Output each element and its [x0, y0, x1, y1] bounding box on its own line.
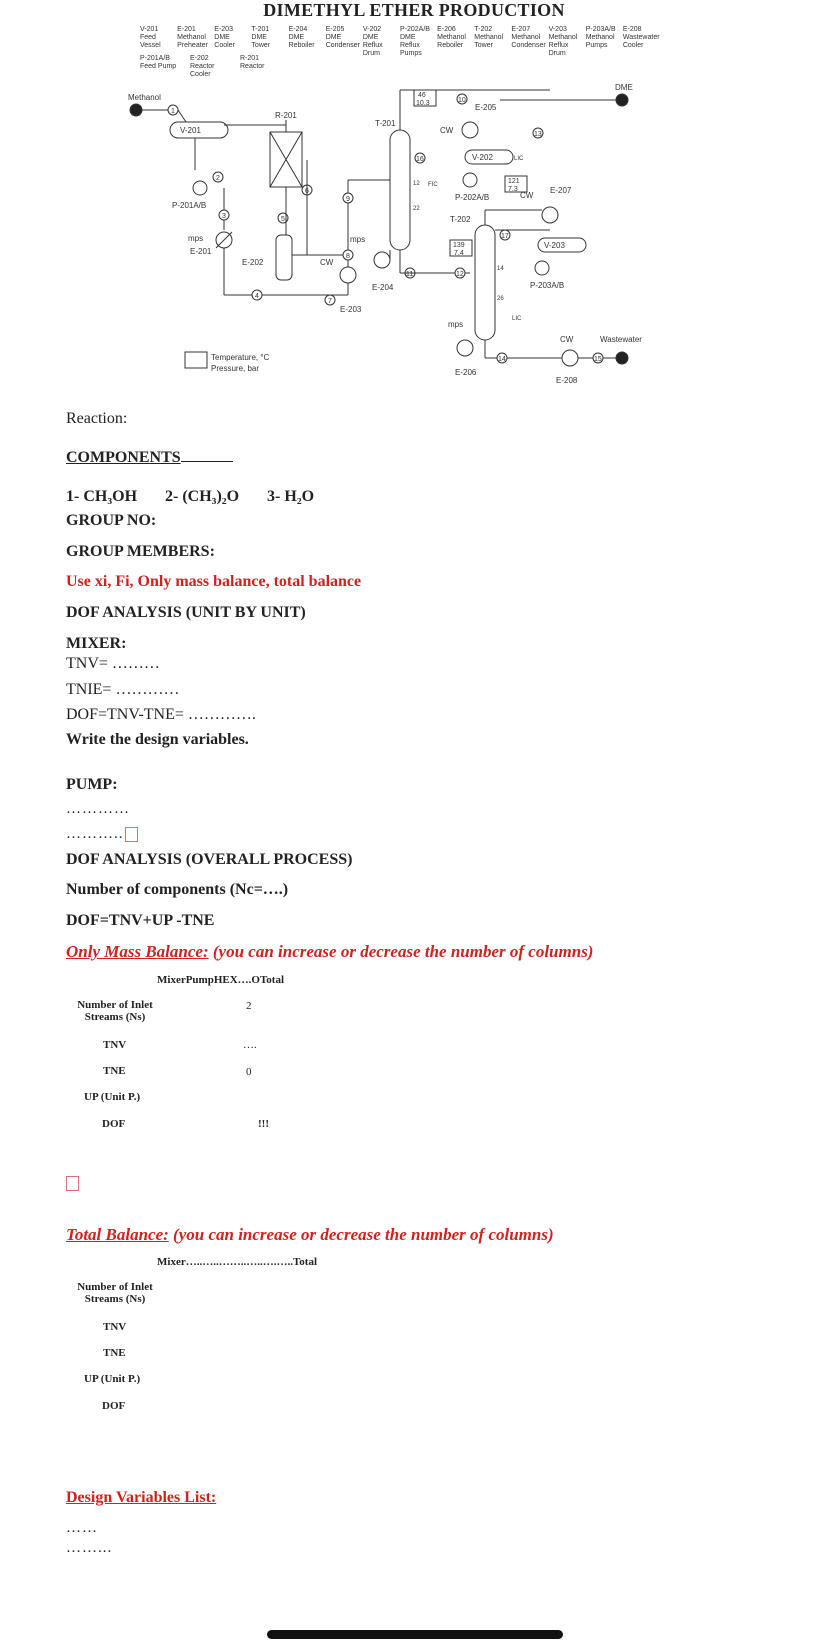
- checkbox-icon[interactable]: [66, 1176, 79, 1191]
- svg-text:46: 46: [418, 92, 426, 99]
- legend-item-v-202: V-202 DME Reflux Drum: [362, 26, 383, 57]
- mb-row-tnv: TNV: [103, 1039, 127, 1051]
- e203-tag: E-203: [340, 305, 362, 314]
- dof-formula: DOF=TNV+UP -TNE: [66, 912, 215, 929]
- design-variables-heading: Design Variables List:: [66, 1489, 217, 1506]
- mb-row-up: UP (Unit P.): [84, 1091, 141, 1103]
- stream-3: 3: [222, 213, 226, 220]
- svg-text:mps: mps: [350, 235, 366, 244]
- stream-11: 11: [406, 271, 414, 278]
- mixer-tnv: TNV= ………: [66, 655, 160, 672]
- legend-item-e-206: E-206 Methanol Reboiler: [437, 26, 466, 49]
- mb-row-dof: DOF: [102, 1118, 126, 1130]
- svg-text:121: 121: [508, 178, 520, 185]
- e201-tag: E-201: [190, 247, 212, 256]
- svg-text:CW: CW: [320, 258, 334, 267]
- svg-text:Temperature, °C: Temperature, °C: [211, 353, 270, 362]
- p203-pump: [535, 261, 549, 275]
- checkbox-icon[interactable]: [125, 827, 138, 842]
- svg-text:22: 22: [413, 206, 420, 212]
- legend-item-e-201: E-201 Methanol Preheater: [177, 26, 208, 49]
- legend-item-e-202: E-202 Reactor Cooler: [190, 55, 215, 78]
- t202-tower: [475, 225, 495, 340]
- dme-product-symbol: [616, 94, 628, 106]
- p202-pump: [463, 173, 477, 187]
- e206-tag: E-206: [455, 368, 477, 377]
- legend-item-r-201: R-201 Reactor: [240, 55, 265, 70]
- r201-tag: R-201: [275, 111, 297, 120]
- stream-17: 17: [501, 233, 509, 240]
- component-2: 2- (CH₃)₂O: [165, 488, 240, 505]
- design-dots-2: ……...: [66, 1540, 113, 1556]
- svg-text:CW: CW: [560, 335, 574, 344]
- e202-tag: E-202: [242, 258, 264, 267]
- t202-tag: T-202: [450, 215, 471, 224]
- svg-text:LIC: LIC: [514, 156, 524, 162]
- mixer-tnie: TNIE= …………: [66, 681, 180, 698]
- reaction-label: Reaction:: [66, 410, 128, 427]
- e204-tag: E-204: [372, 283, 394, 292]
- svg-text:14: 14: [497, 266, 504, 272]
- components-list: [66, 488, 314, 506]
- process-flow-diagram: [120, 80, 680, 470]
- total-balance-columns: Mixer…..…..……..…..….…..Total: [157, 1256, 317, 1268]
- dof-unit-heading: DOF ANALYSIS (UNIT BY UNIT): [66, 604, 306, 621]
- stream-14: 14: [498, 356, 506, 363]
- svg-text:7.4: 7.4: [454, 250, 464, 257]
- components-count: Number of components (Nc=….): [66, 881, 289, 898]
- mb-cell-ns: 2: [246, 1000, 252, 1012]
- legend-box: [185, 352, 207, 368]
- svg-text:7.3: 7.3: [508, 186, 518, 193]
- t201-tower: [390, 130, 410, 250]
- component-1: 1- CH₃OH: [66, 488, 138, 505]
- stream-4: 4: [255, 293, 259, 300]
- stream-15: 15: [594, 356, 602, 363]
- page-title: DIMETHYL ETHER PRODUCTION: [263, 0, 565, 20]
- e202-exchanger: [276, 235, 292, 280]
- mb-row-ns: Number of Inlet Streams (Ns): [77, 999, 153, 1023]
- svg-text:mps: mps: [448, 320, 464, 329]
- tb-row-up: UP (Unit P.): [84, 1373, 141, 1385]
- dof-overall-heading: DOF ANALYSIS (OVERALL PROCESS): [66, 851, 353, 868]
- stream-12: 12: [456, 271, 464, 278]
- legend-item-t-201: T-201 DME Tower: [251, 26, 271, 49]
- e203-exchanger: [340, 267, 356, 283]
- stream-2: 2: [216, 175, 220, 182]
- legend-item-t-202: T-202 Methanol Tower: [474, 26, 504, 49]
- pump-dots-2: ………..: [66, 826, 138, 843]
- methanol-feed-symbol: [130, 104, 142, 116]
- svg-text:LIC: LIC: [512, 316, 522, 322]
- group-no: GROUP NO:: [66, 512, 157, 529]
- e207-exchanger: [542, 207, 558, 223]
- components-heading: COMPONENTS: [66, 449, 233, 467]
- e206-exchanger: [457, 340, 473, 356]
- e204-exchanger: [374, 252, 390, 268]
- e207-tag: E-207: [550, 186, 572, 195]
- v202-tag: V-202: [472, 153, 493, 162]
- legend-item-e-204: E-204 DME Reboiler: [288, 26, 315, 49]
- tb-row-tnv: TNV: [103, 1321, 127, 1333]
- svg-text:CW: CW: [440, 126, 454, 135]
- mb-cell-dof: !!!: [258, 1118, 269, 1130]
- pump-dots-1: …………: [66, 801, 130, 817]
- stream-10: 10: [458, 97, 466, 104]
- write-design: Write the design variables.: [66, 731, 249, 748]
- mass-balance-columns: MixerPumpHEX….OTotal: [157, 974, 285, 986]
- mb-row-tne: TNE: [103, 1065, 126, 1077]
- design-dots-1: ……: [66, 1520, 98, 1536]
- e208-exchanger: [562, 350, 578, 366]
- legend-item-p-203a-b: P-203A/B Methanol Pumps: [585, 26, 616, 49]
- stream-16: 16: [416, 156, 424, 163]
- p202-tag: P-202A/B: [455, 193, 490, 202]
- svg-text:12: 12: [413, 181, 420, 187]
- tb-row-ns: Number of Inlet Streams (Ns): [77, 1281, 153, 1305]
- legend-item-v-203: V-203 Methanol Reflux Drum: [548, 26, 578, 57]
- mixer-heading: MIXER:: [66, 635, 127, 652]
- mass-balance-heading: Only Mass Balance: (you can increase or decrease the number of columns): [66, 942, 594, 961]
- legend-item-v-201: V-201 Feed Vessel: [140, 26, 161, 49]
- wastewater-symbol: [616, 352, 628, 364]
- e205-tag: E-205: [475, 103, 497, 112]
- total-balance-heading: Total Balance: (you can increase or decrease the number of columns): [66, 1225, 554, 1244]
- home-indicator[interactable]: [267, 1630, 563, 1639]
- dme-label: DME: [615, 83, 633, 92]
- e205-exchanger: [462, 122, 478, 138]
- stream-13: 13: [534, 131, 542, 138]
- legend-item-e-203: E-203 DME Cooler: [214, 26, 235, 49]
- stream-8: 8: [346, 253, 350, 260]
- group-members: GROUP MEMBERS:: [66, 543, 215, 560]
- instructions: Use xi, Fi, Only mass balance, total balance: [66, 573, 362, 590]
- mb-cell-tne: 0: [246, 1066, 252, 1078]
- p203-tag: P-203A/B: [530, 281, 565, 290]
- mb-cell-tnv: ….: [243, 1039, 257, 1051]
- tb-row-tne: TNE: [103, 1347, 126, 1359]
- component-3: 3- H₂O: [267, 488, 315, 505]
- stream-1: 1: [171, 108, 175, 115]
- svg-text:10.3: 10.3: [416, 100, 430, 107]
- v203-tag: V-203: [544, 241, 565, 250]
- legend-item-e-208: E-208 Wastewater Cooler: [622, 26, 660, 49]
- stream-9: 9: [346, 196, 350, 203]
- svg-text:Pressure, bar: Pressure, bar: [211, 364, 260, 373]
- legend-item-p-202a-b: P-202A/B DME Reflux Pumps: [400, 26, 430, 57]
- pump-heading: PUMP:: [66, 776, 118, 793]
- legend-item-e-207: E-207 Methanol Condenser: [511, 26, 546, 49]
- mixer-dof: DOF=TNV-TNE= ………….: [66, 706, 256, 723]
- v201-tag: V-201: [180, 126, 201, 135]
- stream-6: 6: [305, 188, 309, 195]
- equipment-legend: [140, 26, 660, 58]
- svg-text:mps: mps: [188, 234, 204, 243]
- methanol-label: Methanol: [128, 93, 161, 102]
- legend-item-p-201a-b: P-201A/B Feed Pump: [140, 55, 177, 70]
- svg-text:26: 26: [497, 296, 504, 302]
- legend-item-e-205: E-205 DME Condenser: [325, 26, 360, 49]
- svg-text:CW: CW: [520, 191, 534, 200]
- t201-tag: T-201: [375, 119, 396, 128]
- p201-pump: [193, 181, 207, 195]
- svg-text:139: 139: [453, 242, 465, 249]
- tb-row-dof: DOF: [102, 1400, 126, 1412]
- svg-text:FIC: FIC: [428, 182, 438, 188]
- e208-tag: E-208: [556, 376, 578, 385]
- stream-7: 7: [328, 298, 332, 305]
- wastewater-label: Wastewater: [600, 335, 642, 344]
- stream-5: 5: [281, 216, 285, 223]
- p201-tag: P-201A/B: [172, 201, 207, 210]
